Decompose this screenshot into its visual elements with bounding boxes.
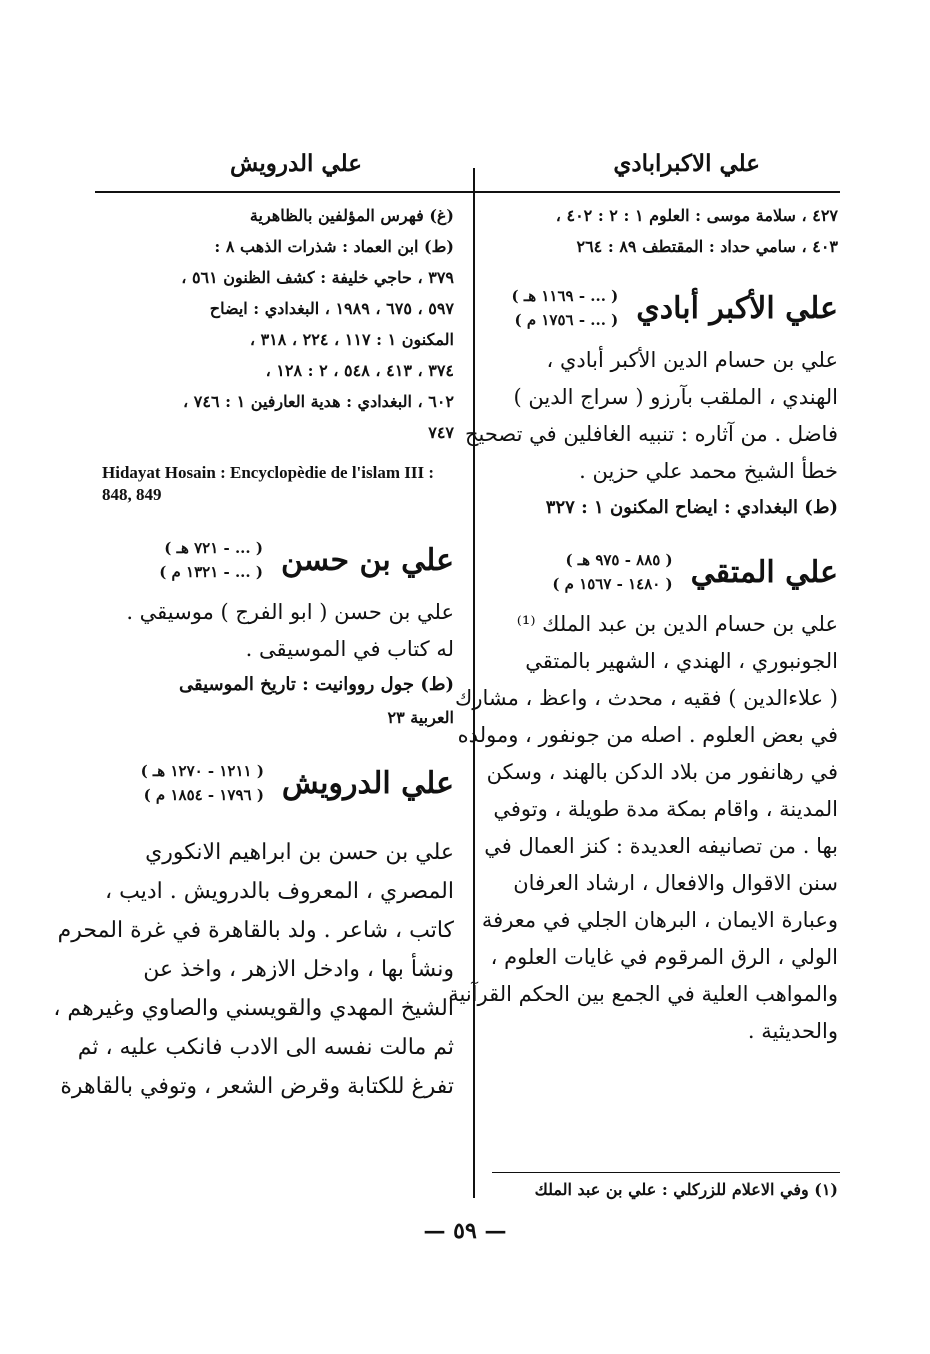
ref-line: العربية ٢٣	[387, 708, 454, 727]
entry-dates	[159, 536, 263, 584]
header-left-title: علي الدرويش	[230, 150, 362, 177]
body-line: سنن الاقوال والافعال ، ارشاد العرفان	[513, 871, 838, 895]
ref-line: ٤٠٣ ، سامي حداد : المقتطف ٨٩ : ٢٦٤	[576, 237, 838, 256]
date-gregorian: ( ١٤٨٠ - ١٥٦٧ م )	[552, 575, 673, 593]
body-line: ونشأ بها ، وادخل الازهر ، واخذ عن	[143, 957, 454, 982]
date-hijri: ( ... - ٧٢١ هـ )	[164, 539, 263, 557]
entry-heading-ali-hasan	[102, 536, 454, 584]
entry-dates	[141, 759, 264, 807]
footnote: (١) وفي الاعلام للزركلي : علي بن عبد الملك	[534, 1180, 838, 1199]
ref-line: ٣٧٩ ، حاجي خليفة : كشف الظنون ٥٦١ ،	[181, 268, 454, 287]
entry-dates	[552, 548, 672, 596]
entry-name: علي الأكبر أبادي	[636, 290, 838, 326]
body-line: علي بن حسن بن ابراهيم الانكوري	[145, 840, 454, 865]
ref-line: (ط) ابن العماد : شذرات الذهب ٨ :	[214, 237, 454, 256]
body-line: المصري ، المعروف بالدرويش . اديب ،	[105, 879, 454, 904]
ref-line: (غ) فهرس المؤلفين بالظاهرية	[249, 206, 454, 225]
body-line: والمواهب العلية في الجمع بين الحكم القرآنية	[448, 982, 838, 1006]
date-hijri: ( ... - ١١٦٩ هـ )	[511, 287, 619, 305]
body-line: ( علاءالدين ) فقيه ، محدث ، واعظ ، مشارك	[455, 686, 838, 710]
header-rule	[95, 191, 840, 193]
ref-line: ٥٩٧ ، ٦٧٥ ، ١٩٨٩ ، البغدادي : ايضاح	[209, 299, 454, 318]
body-line: ثم مالت نفسه الى الادب فانكب عليه ، ثم	[77, 1035, 454, 1060]
body-line: الجونبوري ، الهندي ، الشهير بالمتقي	[525, 649, 838, 673]
entry-heading-muttaqi	[488, 548, 838, 596]
body-line: له كتاب في الموسيقى .	[245, 637, 454, 661]
page-number: — ٥٩ —	[423, 1218, 507, 1244]
ref-line: ٣٧٤ ، ٤١٣ ، ٥٤٨ ، ٢ : ١٢٨ ،	[265, 361, 454, 380]
body-line: في بعض العلوم . اصله من جونفور ، ومولده	[457, 723, 838, 747]
running-header	[95, 150, 840, 190]
body-line: في رهانفور من بلاد الدكن بالهند ، وسكن	[486, 760, 838, 784]
body-line: وعبارة الايمان ، البرهان الجلي في معرفة	[481, 908, 838, 932]
body-line: علي بن حسام الدين الأكبر أبادي ،	[546, 348, 838, 372]
latin-reference: Hidayat Hosain : Encyclopèdie de l'islam III : 848, 849	[102, 463, 434, 504]
right-column	[448, 200, 838, 1050]
date-hijri: ( ٨٨٥ - ٩٧٥ هـ )	[565, 551, 673, 569]
entry-heading-akbarabadi	[488, 284, 838, 332]
header-right-title: علي الاكبرابادي	[613, 150, 760, 177]
left-column	[53, 200, 454, 1106]
body-line: فاضل . من آثاره : تنبيه الغافلين في تصحيح	[464, 422, 838, 446]
entry-name: علي المتقي	[690, 554, 838, 590]
date-gregorian: ( ١٧٩٦ - ١٨٥٤ م )	[143, 786, 264, 804]
entry-dates	[512, 284, 619, 332]
entry-name: علي الدرويش	[281, 765, 454, 801]
body-line: تفرغ للكتابة وقرض الشعر ، وتوفي بالقاهرة	[60, 1074, 454, 1099]
body-line: كاتب ، شاعر . ولد بالقاهرة في غرة المحرم	[57, 918, 454, 943]
ref-line: ٧٤٧	[428, 423, 454, 442]
body-line: بها . من تصانيفه العديدة : كنز العمال في	[484, 834, 838, 858]
body-line: الهندي ، الملقب بآرزو ( سراج الدين )	[513, 385, 838, 409]
body-line: علي بن حسن ( ابو الفرج ) موسيقي .	[126, 600, 454, 624]
ref-line: (ط) جول رووانيت : تاريخ الموسيقى	[179, 674, 454, 695]
ref-line: المكنون ١ : ١١٧ ، ٢٢٤ ، ٣١٨ ،	[249, 330, 454, 349]
body-line: علي بن حسام الدين بن عبد الملك ⁽¹⁾	[516, 612, 838, 636]
date-gregorian: ( ... - ١٧٥٦ م )	[514, 311, 619, 329]
ref-line: (ط) البغدادي : ايضاح المكنون ١ : ٣٢٧	[545, 497, 838, 518]
body-line: الولي ، الرق المرقوم في غايات العلوم ،	[490, 945, 838, 969]
footnote-rule	[492, 1172, 840, 1173]
ref-line: ٦٠٢ ، البغدادي : هدية العارفين ١ : ٧٤٦ ،	[183, 392, 454, 411]
ref-line: ٤٢٧ ، سلامة موسى : العلوم ١ : ٢ : ٤٠٢ ،	[555, 206, 838, 225]
date-hijri: ( ١٢١١ - ١٢٧٠ هـ )	[140, 762, 264, 780]
date-gregorian: ( ... - ١٣٢١ م )	[159, 563, 263, 581]
body-line: الشيخ المهدي والقويسني والصاوي وغيرهم ،	[53, 996, 454, 1021]
body-line: المدينة ، واقام بمكة مدة طويلة ، وتوفي	[493, 797, 838, 821]
entry-heading-darwish	[102, 759, 454, 807]
entry-name: علي بن حسن	[280, 542, 454, 578]
body-line: والحديثية .	[747, 1019, 838, 1043]
body-line: خطأ الشيخ محمد علي حزين .	[579, 459, 838, 483]
